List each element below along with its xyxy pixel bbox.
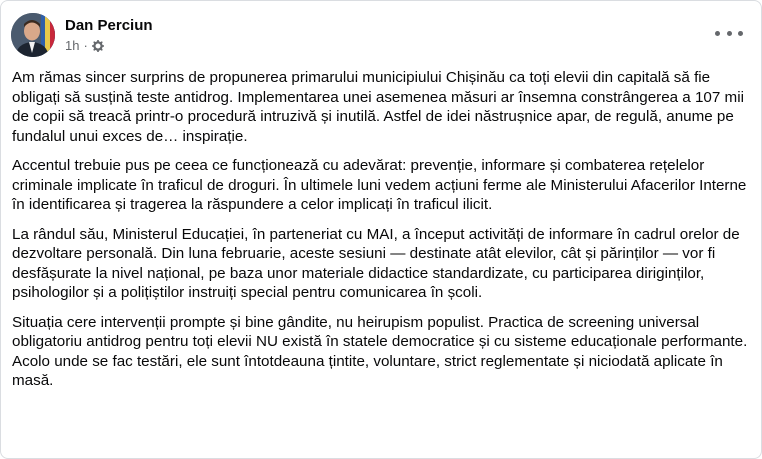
more-dot [738,31,743,36]
author-name[interactable]: Dan Perciun [65,17,153,34]
author-avatar[interactable] [11,13,55,57]
gear-icon[interactable] [92,40,104,52]
more-horizontal-icon[interactable] [715,23,743,43]
post-timestamp[interactable]: 1h [65,38,80,53]
post-header [11,13,153,57]
post-paragraph: La rândul său, Ministerul Educației, în parteneriat cu MAI, a început activități de informare în cadrul orelor de dezvoltare personală. Din luna februarie, aceste sesiuni — destinate atât elevilor, cât și părinților — vor fi desfășurate la nivel național, pe baza unor materiale didactice standardizate, cu participarea diriginților, psihologilor și a polițiștilor instruiți special pentru comunicarea în școli. [12,225,740,301]
post-body [12,68,750,401]
post-paragraph: Accentul trebuie pus pe ceea ce funcționează cu adevărat: prevenție, informare și combaterea rețelelor criminale implicate în traficul de droguri. În ultimele luni vedem acțiuni ferme ale Ministerului Afacerilor Interne în identificarea și tragerea la răspundere a celor implicați în traficul ilicit. [12,157,747,213]
separator-dot: · [83,38,88,53]
post-paragraph: Am rămas sincer surprins de propunerea primarului municipiului Chișinău ca toți elevii din capitală să fie obligați să susțină teste antidrog. Implementarea unei asemenea măsuri ar însemna constrângerea a 107 mii de copii să treacă printr-o procedură intruzivă și inutilă. Astfel de idei năstrușnice apar, de regulă, anume pe fundalul unui exces de… inspirație. [12,69,744,145]
post-paragraph: Situația cere intervenții prompte și bine gândite, nu heirupism populist. Practica de screening universal obligatoriu antidrog pentru toți elevii NU există în statele democratice și cu sisteme educaționale performante. Acolo unde se fac testări, ele sunt întotdeauna țintite, voluntare, strict reglementate și niciodată aplicate în masă. [12,313,748,389]
more-dot [727,31,732,36]
more-dot [715,31,720,36]
post-subline [65,38,153,53]
post-meta [65,13,153,53]
